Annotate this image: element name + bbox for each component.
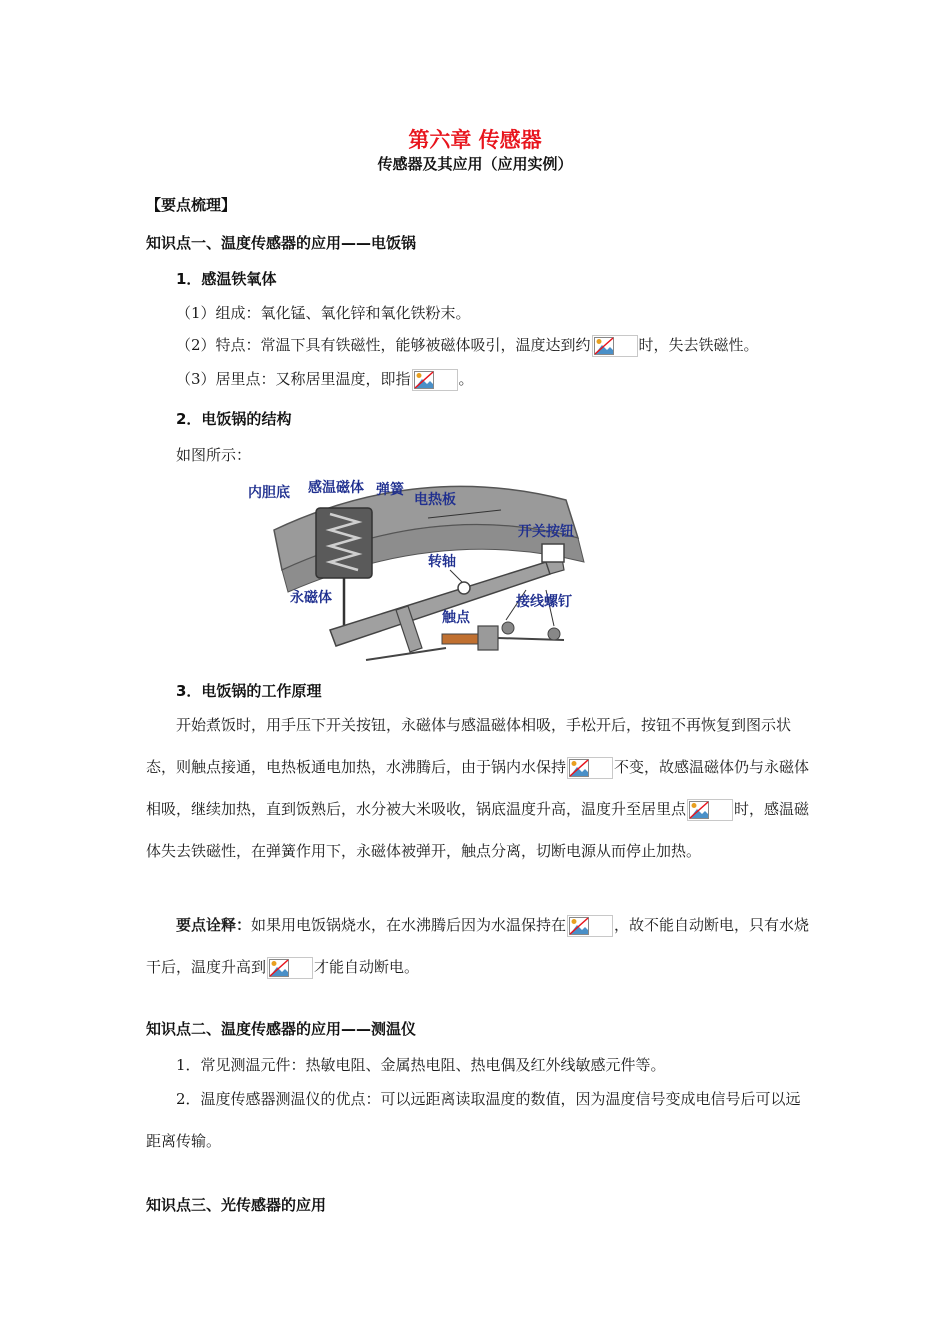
contact-block-shape xyxy=(478,626,498,650)
image-placeholder-icon xyxy=(267,957,313,979)
kp2-heading: 知识点二、温度传感器的应用——测温仪 xyxy=(146,1020,417,1038)
item2-text-b: 时，失去铁磁性。 xyxy=(638,336,759,354)
kp1-s1-item3 xyxy=(176,368,474,391)
label-shaft: 转轴 xyxy=(428,554,456,570)
label-switch-button: 开关按钮 xyxy=(518,524,574,540)
section-points-heading: 【要点梳理】 xyxy=(146,196,237,214)
switch-button-shape xyxy=(542,544,564,562)
kp1-heading: 知识点一、温度传感器的应用——电饭锅 xyxy=(146,234,417,252)
kp1-s2-intro: 如图所示： xyxy=(176,446,252,464)
note-text-a: 如果用电饭锅烧水，在水沸腾后因为水温保持在 xyxy=(251,916,567,934)
base-line xyxy=(366,648,446,660)
item2-text-a: （2）特点：常温下具有铁磁性，能够被磁体吸引，温度达到约 xyxy=(176,336,591,354)
kp1-s1-item1: （1）组成：氧化锰、氧化锌和氧化铁粉末。 xyxy=(176,304,471,322)
leader-shaft xyxy=(450,570,462,582)
page-title: 第六章 传感器 xyxy=(408,128,542,152)
rice-cooker-diagram xyxy=(246,470,591,670)
label-heating-plate: 电热板 xyxy=(414,492,456,508)
item3-text-b: 。 xyxy=(458,370,474,388)
image-placeholder-icon xyxy=(592,335,638,357)
kp1-s1-heading: 1．感温铁氧体 xyxy=(176,270,277,288)
pivot-shaft-shape xyxy=(458,582,470,594)
kp1-s3-heading: 3．电饭锅的工作原理 xyxy=(176,682,322,700)
contact-shape xyxy=(442,634,478,644)
kp2-item1: 1．常见测温元件：热敏电阻、金属热电阻、热电偶及红外线敏感元件等。 xyxy=(176,1056,666,1074)
item3-text-a: （3）居里点：又称居里温度，即指 xyxy=(176,370,411,388)
note-text-b: ，故不能自动断电，只有水烧干后，温度升高到 xyxy=(146,916,810,976)
terminal-screw-1 xyxy=(502,622,514,634)
label-contact: 触点 xyxy=(442,610,470,626)
image-placeholder-icon xyxy=(412,369,458,391)
principle-text-a: 开始煮饭时，用手压下开关按钮，永磁体与感温磁体相吸，手松开后，按钮不再恢复到图示状态，则触点接通，电热板通电加热，水沸腾后，由于锅内水保持 xyxy=(146,716,792,776)
kp3-heading: 知识点三、光传感器的应用 xyxy=(146,1196,327,1214)
image-placeholder-icon xyxy=(687,799,733,821)
note-text-c: 才能自动断电。 xyxy=(314,958,420,976)
kp1-s1-item2 xyxy=(176,334,759,357)
image-placeholder-icon xyxy=(567,915,613,937)
kp1-note xyxy=(146,904,811,988)
principle-text-b: 不变，故感温磁体仍与永磁体相吸，继续加热，直到饭熟后，水分被大米吸收，锅底温度升高，温度升至居里点 xyxy=(146,758,810,818)
kp1-s3-paragraph xyxy=(146,704,811,872)
label-inner-bottom: 内胆底 xyxy=(248,485,290,501)
note-label: 要点诠释： xyxy=(176,916,252,934)
label-terminal-screw: 接线螺钉 xyxy=(516,594,572,610)
kp1-s2-heading: 2．电饭锅的结构 xyxy=(176,410,292,428)
label-permanent-magnet: 永磁体 xyxy=(290,590,332,606)
label-sensing-magnet: 感温磁体 xyxy=(308,480,364,496)
label-spring: 弹簧 xyxy=(376,482,404,498)
terminal-screw-2 xyxy=(548,628,560,640)
principle-text-c: 时，感温磁体失去铁磁性，在弹簧作用下，永磁体被弹开，触点分离，切断电源从而停止加热。 xyxy=(146,800,810,860)
page-subtitle: 传感器及其应用（应用实例） xyxy=(377,155,573,173)
image-placeholder-icon xyxy=(567,757,613,779)
kp2-item2: 2．温度传感器测温仪的优点：可以远距离读取温度的数值，因为温度信号变成电信号后可以远距离传输。 xyxy=(146,1090,801,1150)
